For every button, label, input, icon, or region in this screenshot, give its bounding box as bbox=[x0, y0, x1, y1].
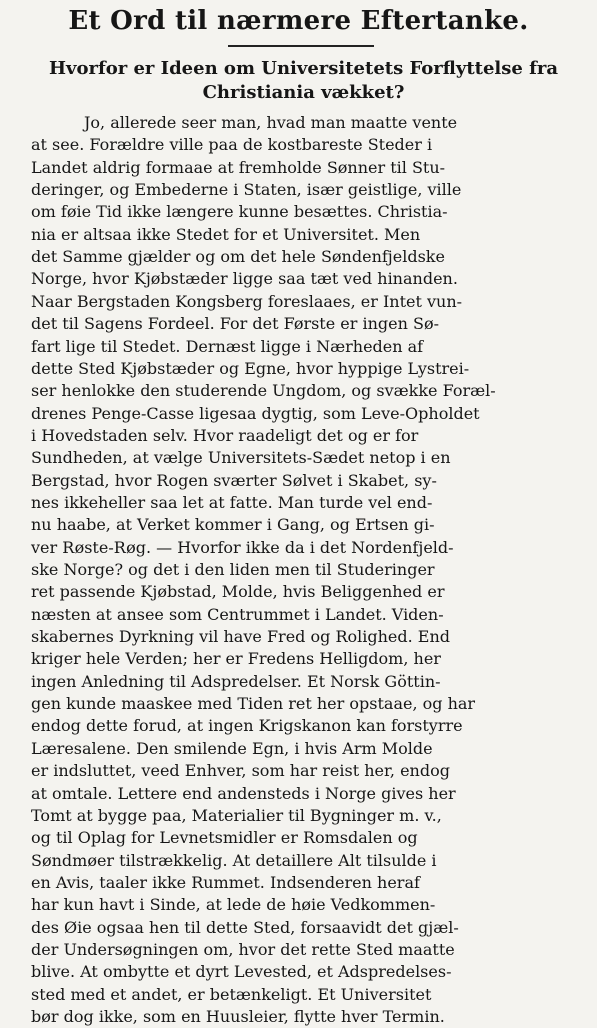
article-body-line: deringer, og Embederne i Staten, især geistlige, ville bbox=[31, 180, 462, 200]
article-body-line: des Øie ogsaa hen til dette Sted, forsaavidt det gjæl- bbox=[31, 917, 459, 937]
article-body-line: Jo, allerede seer man, hvad man maatte vente bbox=[84, 113, 458, 132]
article-body-line: det Samme gjælder og om det hele Søndenfjeldske bbox=[31, 247, 445, 267]
article-body-line: nia er altsaa ikke Stedet for et Universitet. Men bbox=[31, 224, 421, 244]
article-body-line: Naar Bergstaden Kongsberg foreslaaes, er Intet vun- bbox=[31, 291, 463, 311]
article-body-line: Læresalene. Den smilende Egn, i hvis Arm Molde bbox=[31, 738, 433, 758]
article-body-line: om føie Tid ikke længere kunne besættes. Christia- bbox=[31, 202, 448, 222]
article-subheading bbox=[24, 57, 583, 105]
article-body-line: Bergstad, hvor Rogen sværter Sølvet i Skabet, sy- bbox=[31, 470, 437, 490]
article-body-line: at omtale. Lettere end andensteds i Norge gives her bbox=[31, 783, 456, 803]
article-body-line: at see. Forældre ville paa de kostbareste Steder i bbox=[31, 135, 433, 155]
article-body-line: nes ikkeheller saa let at fatte. Man turde vel end- bbox=[31, 492, 433, 512]
article-body-line: næsten at ansee som Centrummet i Landet. Viden- bbox=[31, 604, 444, 624]
article-body-line: fart lige til Stedet. Dernæst ligge i Nærheden af bbox=[31, 336, 424, 356]
article-body-line: Sundheden, at vælge Universitets-Sædet netop i en bbox=[31, 448, 451, 468]
subheading-line: Christiania vækket? bbox=[202, 82, 405, 103]
article-body-line: Søndmøer tilstrækkelig. At detaillere Alt tilsulde i bbox=[31, 850, 437, 870]
article-body-line: sted med et andet, er betænkeligt. Et Universitet bbox=[31, 984, 432, 1004]
article-body-line: endog dette forud, at ingen Krigskanon kan forstyrre bbox=[31, 716, 463, 736]
article-body-line: Landet aldrig formaae at fremholde Sønner til Stu- bbox=[31, 157, 446, 177]
article-body-line: en Avis, taaler ikke Rummet. Indsenderen heraf bbox=[31, 872, 420, 892]
headline-divider bbox=[228, 45, 374, 47]
article-body-line: Norge, hvor Kjøbstæder ligge saa tæt ved hinanden. bbox=[31, 269, 458, 289]
article-body-line: blive. At ombytte et dyrt Levested, et Adspredelses- bbox=[31, 962, 452, 982]
article-body-line: bør dog ikke, som en Huusleier, flytte hver Termin. bbox=[31, 1007, 445, 1026]
article-body-line: Tomt at bygge paa, Materialier til Bygninger m. v., bbox=[31, 805, 442, 825]
article-body-line: skabernes Dyrkning vil have Fred og Rolighed. End bbox=[31, 627, 451, 647]
article-body-line: har kun havt i Sinde, at lede de høie Vedkommen- bbox=[31, 895, 436, 915]
article-body-line: ver Røste-Røg. — Hvorfor ikke da i det Nordenfjeld- bbox=[31, 537, 454, 557]
article-body-line: ret passende Kjøbstad, Molde, hvis Beliggenhed er bbox=[31, 582, 445, 602]
article-body-line: dette Sted Kjøbstæder og Egne, hvor hyppige Lystrei- bbox=[31, 358, 470, 378]
article-body-line: drenes Penge-Casse ligesaa dygtig, som Leve-Opholdet bbox=[31, 403, 480, 423]
subheading-line: Hvorfor er Ideen om Universitetets Forflyttelse fra bbox=[49, 58, 558, 79]
article-body-line: der Undersøgningen om, hvor det rette Sted maatte bbox=[31, 939, 455, 959]
article-body-line: ske Norge? og det i den liden men til Studeringer bbox=[31, 560, 435, 579]
article-body-line: det til Sagens Fordeel. For det Første er ingen Sø- bbox=[31, 314, 440, 334]
article-body-line: i Hovedstaden selv. Hvor raadeligt det og er for bbox=[31, 425, 419, 445]
article-body-line: ingen Anledning til Adspredelser. Et Norsk Göttin- bbox=[31, 671, 441, 691]
article-headline: Et Ord til nærmere Eftertanke. bbox=[68, 6, 529, 36]
article-body-line: er indsluttet, veed Enhver, som har reist her, endog bbox=[31, 761, 450, 781]
article-body-line: og til Oplag for Levnetsmidler er Romsdalen og bbox=[31, 828, 418, 848]
article-body-line: kriger hele Verden; her er Fredens Helligdom, her bbox=[31, 649, 441, 669]
article-body-line: ser henlokke den studerende Ungdom, og svække Foræl- bbox=[31, 381, 496, 401]
article-body-line: gen kunde maaskee med Tiden ret her opstaae, og har bbox=[31, 694, 476, 714]
article-body-line: nu haabe, at Verket kommer i Gang, og Ertsen gi- bbox=[31, 515, 435, 535]
